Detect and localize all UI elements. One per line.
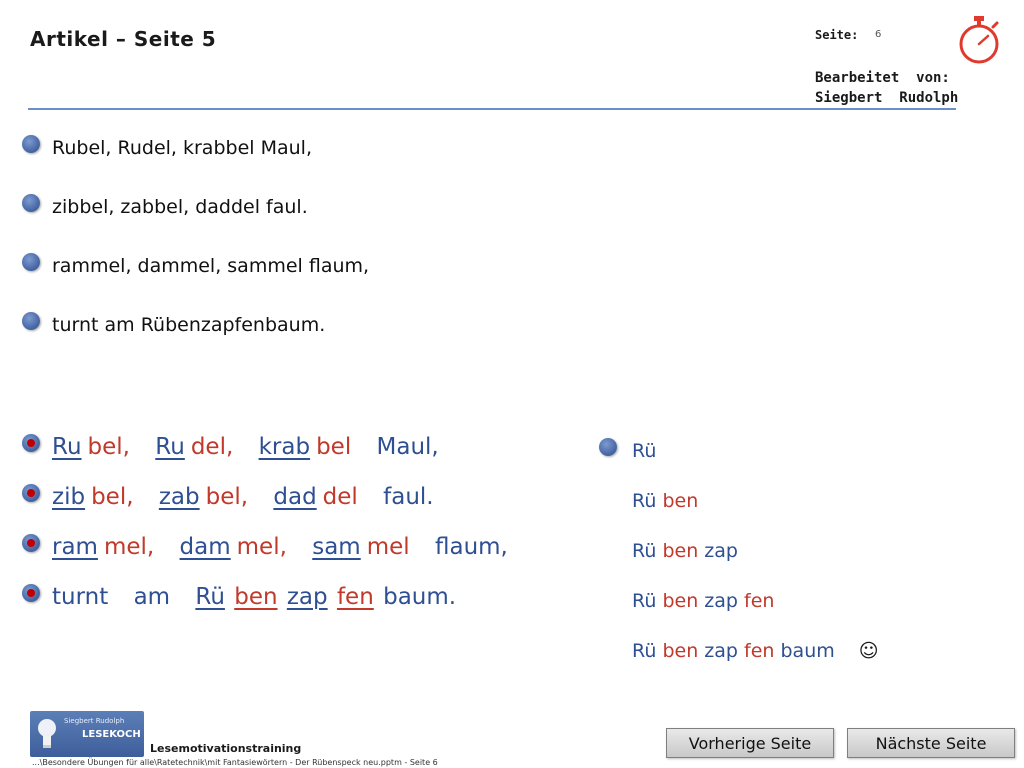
syllable: Rü <box>632 540 657 562</box>
edited-by-name: Siegbert Rudolph <box>815 90 959 106</box>
build-up-line-4 <box>632 590 774 612</box>
page-number: 6 <box>875 29 882 40</box>
logo-brand: LESEKOCH <box>82 729 141 740</box>
bullet-icon[interactable] <box>22 584 40 602</box>
syllable: zap <box>704 590 738 612</box>
syllable: ben <box>662 590 699 612</box>
syllable: fen <box>744 640 775 662</box>
syllable: ben <box>662 540 699 562</box>
syllable: bel, <box>205 484 249 510</box>
syllable: ben <box>662 640 699 662</box>
file-path: ...\Besondere Übungen für alle\Ratetechnik\mit Fantasiewörtern - Der Rübenspeck neu.pptm - Seite 6 <box>32 758 438 767</box>
syllable: zap <box>704 540 738 562</box>
syllable: del <box>322 484 358 510</box>
lightbulb-icon <box>36 717 58 751</box>
syllable-line-4 <box>52 584 456 610</box>
poem-line-2: zibbel, zabbel, daddel faul. <box>52 196 308 218</box>
syllable: baum <box>780 640 835 662</box>
footer-caption: Lesemotivationstraining <box>150 742 302 755</box>
syllable: bel, <box>87 434 130 460</box>
syllable: zap <box>704 640 738 662</box>
syllable: del, <box>190 434 234 460</box>
syllable-line-2 <box>52 484 434 510</box>
syllable-line-3 <box>52 534 508 560</box>
bullet-icon[interactable] <box>22 484 40 502</box>
syllable: Rü <box>632 490 657 512</box>
smiley-icon: ☺ <box>858 640 879 662</box>
syllable: am <box>133 584 171 610</box>
header-divider <box>28 108 956 110</box>
syllable: Rü <box>195 584 225 610</box>
syllable: ram <box>52 534 98 560</box>
syllable: flaum, <box>434 534 508 560</box>
syllable: Ru <box>52 434 82 460</box>
logo-author: Siegbert Rudolph <box>64 717 125 725</box>
syllable-line-1 <box>52 434 439 460</box>
syllable: zab <box>158 484 200 510</box>
syllable: Maul, <box>376 434 439 460</box>
syllable: mel <box>366 534 410 560</box>
syllable: faul. <box>383 484 434 510</box>
stopwatch-icon[interactable] <box>955 14 1003 66</box>
syllable: Ru <box>155 434 185 460</box>
next-page-button[interactable]: Nächste Seite <box>847 728 1015 758</box>
poem-line-3: rammel, dammel, sammel flaum, <box>52 255 370 277</box>
bullet-icon[interactable] <box>22 434 40 452</box>
syllable: dad <box>273 484 317 510</box>
bullet-icon[interactable] <box>22 312 40 330</box>
syllable: fen <box>336 584 374 610</box>
page-title: Artikel – Seite 5 <box>30 27 217 51</box>
syllable: turnt <box>52 584 109 610</box>
syllable: fen <box>744 590 775 612</box>
build-up-line-3 <box>632 540 738 562</box>
syllable: ben <box>234 584 278 610</box>
syllable: zib <box>52 484 86 510</box>
page-label: Seite: <box>815 28 859 42</box>
syllable: sam <box>312 534 361 560</box>
syllable: Rü <box>632 640 657 662</box>
leselkoch-logo[interactable] <box>30 711 144 757</box>
build-up-line-2 <box>632 490 698 512</box>
previous-page-button[interactable]: Vorherige Seite <box>666 728 834 758</box>
bullet-icon[interactable] <box>599 438 617 456</box>
edited-by <box>815 68 958 108</box>
syllable: dam <box>179 534 231 560</box>
syllable: bel, <box>91 484 134 510</box>
bullet-icon[interactable] <box>22 135 40 153</box>
build-up-line-1 <box>632 440 656 462</box>
poem-line-1: Rubel, Rudel, krabbel Maul, <box>52 137 312 159</box>
syllable: Rü <box>632 440 657 462</box>
bullet-icon[interactable] <box>22 194 40 212</box>
syllable: mel, <box>236 534 287 560</box>
syllable: mel, <box>103 534 155 560</box>
syllable: bel <box>316 434 352 460</box>
syllable: krab <box>258 434 311 460</box>
bullet-icon[interactable] <box>22 534 40 552</box>
syllable: Rü <box>632 590 657 612</box>
syllable: zap <box>286 584 328 610</box>
poem-line-4: turnt am Rübenzapfenbaum. <box>52 314 326 336</box>
bullet-icon[interactable] <box>22 253 40 271</box>
syllable: baum. <box>383 584 457 610</box>
build-up-line-5 <box>632 640 879 662</box>
syllable: ben <box>662 490 699 512</box>
edited-by-label: Bearbeitet von: <box>815 70 950 86</box>
